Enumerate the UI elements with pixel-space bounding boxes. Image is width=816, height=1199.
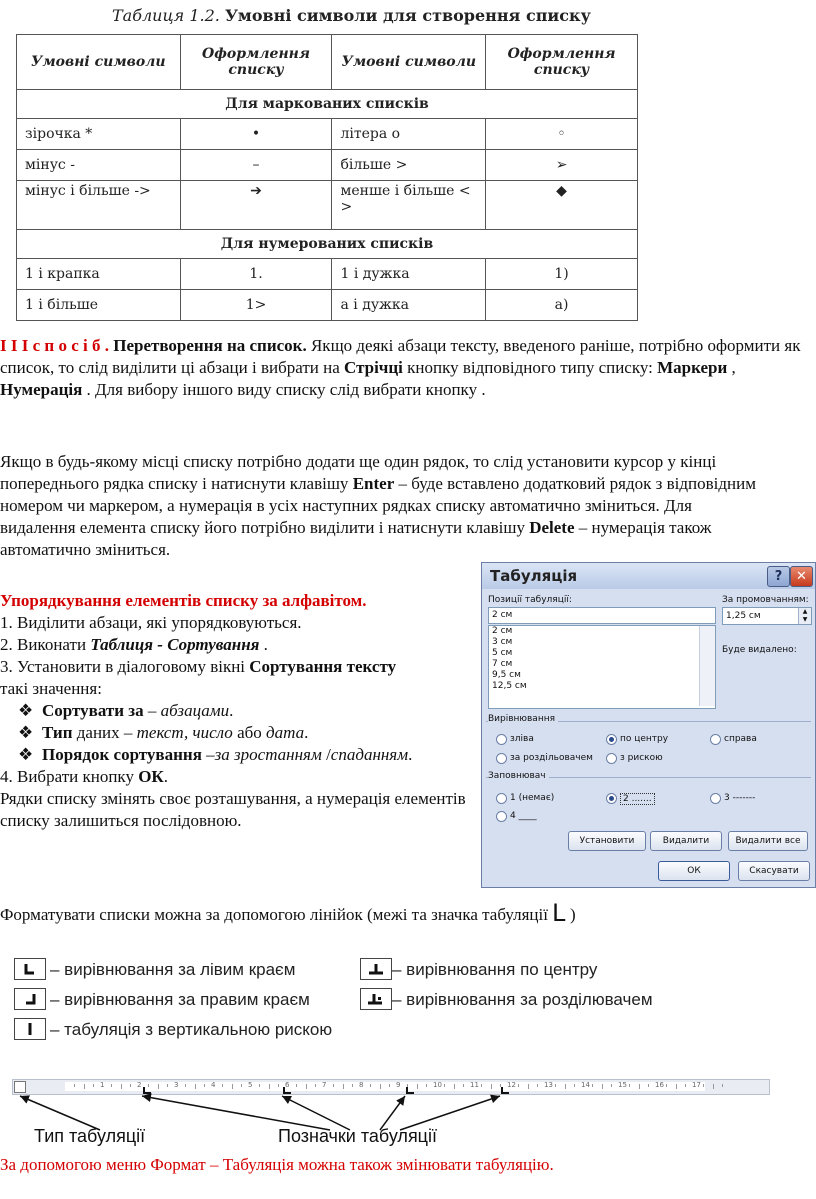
ruler-number: 13 [544, 1081, 553, 1089]
list-scrollbar[interactable] [699, 626, 715, 706]
arrow-mark [380, 1096, 405, 1130]
table-row [17, 119, 638, 150]
ruler-tick [565, 1084, 566, 1089]
ruler-tick [315, 1084, 316, 1087]
ruler-tick [269, 1084, 270, 1089]
arrow-mark [142, 1096, 330, 1130]
text-run: ) [569, 905, 576, 924]
table-cell: а і дужка [332, 290, 486, 321]
ruler-number: 15 [618, 1081, 627, 1089]
sort-step-2 [0, 634, 476, 656]
text-run: – буде вставлено додатковий рядок з відповідним номером чи маркером, а нумерація в усіх наступних рядках списку автоматично зміниться. Для видалення елемента списку його потрібно виділити і натиснути клавішу [0, 474, 756, 537]
position-input[interactable] [488, 607, 716, 624]
table-cell: 1 і дужка [332, 259, 486, 290]
caption-prefix: Таблиця 1.2. [112, 6, 220, 25]
text-run: або [232, 723, 267, 742]
help-button[interactable]: ? [767, 566, 790, 587]
sort-step-4 [0, 766, 476, 788]
text-run: за зростанням [214, 745, 322, 764]
sort-result: Рядки списку змінять своє розташування, а нумерація елементів списку залишиться послідовною. [0, 789, 466, 830]
fill3-label: 3 ------- [724, 793, 756, 803]
legend-bar: – табуляція з вертикальною рискою [50, 1020, 333, 1039]
text-run: Таблиця - Сортування [90, 635, 260, 654]
align-left-label: зліва [510, 734, 534, 744]
cancel-button[interactable]: Скасувати [738, 861, 810, 881]
text-run: Delete [529, 518, 575, 537]
legend-left: – вирівнювання за лівим краєм [50, 960, 296, 979]
tab-left-icon [14, 958, 46, 980]
ruler-tick [574, 1084, 575, 1087]
arrow-mark [282, 1096, 350, 1130]
method-label: І І І с п о с і б . [0, 336, 109, 355]
text-run: . [163, 767, 169, 786]
ruler-number: 5 [248, 1081, 253, 1089]
radio-bar[interactable] [606, 753, 617, 764]
remove-label: Буде видалено: [722, 645, 797, 655]
text-run: спаданням [330, 745, 409, 764]
ruler-number: 12 [507, 1081, 516, 1089]
header-cell: Умовні символи [17, 35, 181, 90]
sort-section [0, 590, 476, 832]
table-cell: мінус і більше -> [17, 181, 181, 230]
ruler-tick [426, 1084, 427, 1087]
ruler-number: 9 [396, 1081, 401, 1089]
default-stepper[interactable] [722, 607, 812, 625]
ruler-tick [491, 1084, 492, 1089]
table-cell: 1 і більше [17, 290, 181, 321]
text-run: , [727, 358, 736, 377]
table-cell: літера о [332, 119, 486, 150]
ruler-number: 14 [581, 1081, 590, 1089]
ruler-number: 7 [322, 1081, 327, 1089]
text-run: такі значення: [0, 679, 102, 698]
table-caption [112, 6, 591, 25]
ruler-tick [343, 1084, 344, 1089]
list-item[interactable]: 9,5 см [492, 670, 521, 680]
ruler-tick [537, 1084, 538, 1087]
ruler-tick [74, 1084, 75, 1087]
table-cell: 1. [180, 259, 332, 290]
ruler-number: 1 [100, 1081, 105, 1089]
radio-fill-4[interactable] [496, 811, 507, 822]
ruler-tick [555, 1084, 556, 1087]
table-row [17, 290, 638, 321]
align-bar-label: з рискою [620, 753, 663, 763]
ruler-number: 11 [470, 1081, 479, 1089]
text-run: Форматувати списки можна за допомогою лінійок (межі та значка табуляції [0, 905, 548, 924]
paragraph-add-row [0, 451, 760, 561]
text-run: 2. Виконати [0, 635, 91, 654]
ruler-tick [130, 1084, 131, 1087]
ruler-tick [592, 1084, 593, 1087]
table-cell: зірочка * [17, 119, 181, 150]
sort-step-1: 1. Виділити абзаци, які упорядковуються. [0, 613, 302, 632]
sort-step-3 [0, 656, 420, 700]
diamond-bullet-icon: ❖ [18, 701, 34, 720]
ruler-tick [241, 1084, 242, 1087]
text-run: – нумерація також автоматично зміниться. [0, 518, 712, 559]
align-decimal-label: за роздільовачем [510, 753, 593, 763]
radio-fill-1[interactable] [496, 793, 507, 804]
delete-all-button[interactable]: Видалити все [728, 831, 808, 851]
label-tab-type: Тип табуляції [34, 1126, 146, 1146]
ruler-tick [685, 1084, 686, 1087]
sort-heading: Упорядкування елементів списку за алфавітом. [0, 591, 367, 610]
radio-center[interactable] [606, 734, 617, 745]
fill-label: Заповнювач [488, 771, 549, 781]
text-run: / [321, 745, 331, 764]
radio-decimal[interactable] [496, 753, 507, 764]
table-cell: ◦ [486, 119, 638, 150]
ruler-tick [528, 1084, 529, 1089]
ruler-tick [121, 1084, 122, 1089]
default-label: За промовчанням: [722, 595, 809, 605]
tab-decimal-icon [360, 988, 392, 1010]
table-row [17, 150, 638, 181]
align-label: Вирівнювання [488, 714, 558, 724]
ruler-tick [602, 1084, 603, 1089]
ruler-tick [454, 1084, 455, 1089]
radio-fill-3[interactable] [710, 793, 721, 804]
ruler-tick [195, 1084, 196, 1089]
ruler-tick [481, 1084, 482, 1087]
tabs-dialog [481, 562, 816, 888]
text-run: Порядок сортування [42, 745, 202, 764]
section-title: Для нумерованих списків [17, 230, 638, 259]
list-item[interactable]: 3 см [492, 637, 513, 647]
ruler-tick [333, 1084, 334, 1087]
radio-left[interactable] [496, 734, 507, 745]
ruler-tick [518, 1084, 519, 1087]
tab-left-icon: L [551, 899, 566, 927]
close-button[interactable]: ✕ [790, 566, 813, 587]
fill4-label: 4 ____ [510, 811, 537, 821]
table-row [17, 181, 638, 230]
ruler-tick [93, 1084, 94, 1087]
radio-right[interactable] [710, 734, 721, 745]
table-cell: 1> [180, 290, 332, 321]
list-item[interactable]: 5 см [492, 648, 513, 658]
arrow-mark [400, 1096, 500, 1130]
text-run: даних – [72, 723, 137, 742]
text-run: ОК [138, 767, 164, 786]
diamond-bullet-icon: ❖ [18, 745, 34, 764]
text-run: дата [266, 723, 305, 742]
arrow-type [20, 1096, 100, 1130]
ruler-tick [648, 1084, 649, 1087]
legend-center: – вирівнювання по центру [392, 960, 598, 979]
ruler-number: 6 [285, 1081, 290, 1089]
sort-bullet [0, 744, 476, 766]
text-run: Нумерація [0, 380, 83, 399]
ruler-tick [463, 1084, 464, 1087]
section-row [17, 230, 638, 259]
section-row [17, 90, 638, 119]
table-cell: а) [486, 290, 638, 321]
table-cell: мінус - [17, 150, 181, 181]
ruler-tick [389, 1084, 390, 1087]
table-cell: більше > [332, 150, 486, 181]
ruler-tick [296, 1084, 297, 1087]
delete-button[interactable]: Видалити [650, 831, 722, 851]
table-cell: – [180, 150, 332, 181]
fill1-label: 1 (немає) [510, 793, 555, 803]
header-cell: Оформлення списку [486, 35, 638, 90]
text-run: Якщо в будь-якому місці списку потрібно додати ще один рядок, то слід установити курсор у кінці попереднього рядка списку і натиснути клавішу [0, 452, 717, 493]
ruler-tick [444, 1084, 445, 1087]
table-cell: ◆ [486, 181, 638, 230]
table-cell: • [180, 119, 332, 150]
dialog-title: Табуляція [490, 567, 578, 585]
ruler-tick [713, 1084, 714, 1089]
ruler-number: 17 [692, 1081, 701, 1089]
symbols-table [16, 34, 638, 321]
text-run: – [201, 745, 215, 764]
method-title: Перетворення на список. [113, 336, 307, 355]
text-run: абзацами [160, 701, 230, 720]
position-value: 2 см [492, 610, 513, 620]
set-button[interactable]: Установити [568, 831, 646, 851]
tab-center-icon [360, 958, 392, 980]
footer-note: За допомогою меню Формат – Табуляція можна також змінювати табуляцію. [0, 1155, 554, 1174]
table-row [17, 259, 638, 290]
text-run: . Для вибору іншого виду списку слід вибрати кнопку . [82, 380, 486, 399]
ruler-tick [352, 1084, 353, 1087]
table-header-row [17, 35, 638, 90]
list-item[interactable]: 7 см [492, 659, 513, 669]
diamond-bullet-icon: ❖ [18, 723, 34, 742]
text-run: . [408, 745, 413, 764]
text-run: . [304, 723, 309, 742]
sort-bullet [0, 722, 476, 744]
ruler-tick [84, 1084, 85, 1089]
label-tab-marks: Позначки табуляції [278, 1126, 437, 1146]
ruler-tick [639, 1084, 640, 1089]
ruler-tick [370, 1084, 371, 1087]
radio-fill-2[interactable] [606, 793, 617, 804]
ruler-tick [111, 1084, 112, 1087]
ruler-tick [611, 1084, 612, 1087]
ruler-tick [222, 1084, 223, 1087]
caption-title: Умовні символи для створення списку [224, 6, 591, 25]
ruler-number: 16 [655, 1081, 664, 1089]
table-cell: 1) [486, 259, 638, 290]
table-cell: менше і більше < > [332, 181, 486, 230]
text-run: кнопку відповідного типу списку: [402, 358, 658, 377]
ruler-paragraph [0, 899, 576, 927]
ruler-tick [380, 1084, 381, 1089]
text-run: Тип [42, 723, 73, 742]
header-cell: Умовні символи [332, 35, 486, 90]
ruler-tick [185, 1084, 186, 1087]
text-run: Сортувати за [42, 701, 144, 720]
text-run: Enter [352, 474, 395, 493]
ruler-tick [722, 1084, 723, 1087]
ruler-tick [676, 1084, 677, 1089]
text-run: текст, число [136, 723, 233, 742]
ruler-tick [204, 1084, 205, 1087]
ruler-tick [232, 1084, 233, 1089]
ruler-tick [703, 1084, 704, 1087]
table-cell: ➔ [180, 181, 332, 230]
ruler-tick [666, 1084, 667, 1087]
section-title: Для маркованих списків [17, 90, 638, 119]
text-run: . [259, 635, 268, 654]
header-cell: Оформлення списку [180, 35, 332, 90]
list-item[interactable]: 12,5 см [492, 681, 527, 691]
ruler-number: 2 [137, 1081, 142, 1089]
text-run: – [143, 701, 161, 720]
text-run: . [229, 701, 234, 720]
list-item[interactable]: 2 см [492, 626, 513, 636]
table-cell: 1 і крапка [17, 259, 181, 290]
positions-list[interactable] [488, 625, 716, 709]
ruler-number: 3 [174, 1081, 179, 1089]
legend-right: – вирівнювання за правим краєм [50, 990, 310, 1009]
tab-bar-icon [14, 1018, 46, 1040]
fill2-label: 2 ....... [620, 793, 655, 805]
ruler-tick [259, 1084, 260, 1087]
ok-button[interactable]: ОК [658, 861, 730, 881]
dialog-title-bar [482, 563, 815, 589]
legend-decimal: – вирівнювання за розділювачем [392, 990, 653, 1009]
ruler-tick [417, 1084, 418, 1089]
text-run: 3. Установити в діалоговому вікні [0, 657, 250, 676]
positions-label: Позиції табуляції: [488, 595, 572, 605]
table-cell: ➢ [486, 150, 638, 181]
default-value: 1,25 см [726, 611, 761, 621]
text-run: 4. Вибрати кнопку [0, 767, 139, 786]
sort-bullet [0, 700, 476, 722]
text-run: Стрічці [344, 358, 403, 377]
ruler-tick [629, 1084, 630, 1087]
ruler-number: 8 [359, 1081, 364, 1089]
ruler-tick [306, 1084, 307, 1089]
ruler-tick [158, 1084, 159, 1089]
text-run: Маркери [657, 358, 728, 377]
align-center-label: по центру [620, 734, 669, 744]
text-run: Сортування тексту [249, 657, 397, 676]
align-right-label: справа [724, 734, 757, 744]
ruler-number: 10 [433, 1081, 442, 1089]
text-run: Якщо деякі абзаци тексту, введеного раніше, потрібно оформити як список, то слід виділити ці абзаци і вибрати на [0, 336, 801, 377]
ruler-tick [278, 1084, 279, 1087]
tab-right-icon [14, 988, 46, 1010]
paragraph-method-3 [0, 335, 806, 401]
ruler-tick [167, 1084, 168, 1087]
ruler-number: 4 [211, 1081, 216, 1089]
spin-arrows-icon[interactable]: ▲ ▼ [798, 608, 811, 624]
